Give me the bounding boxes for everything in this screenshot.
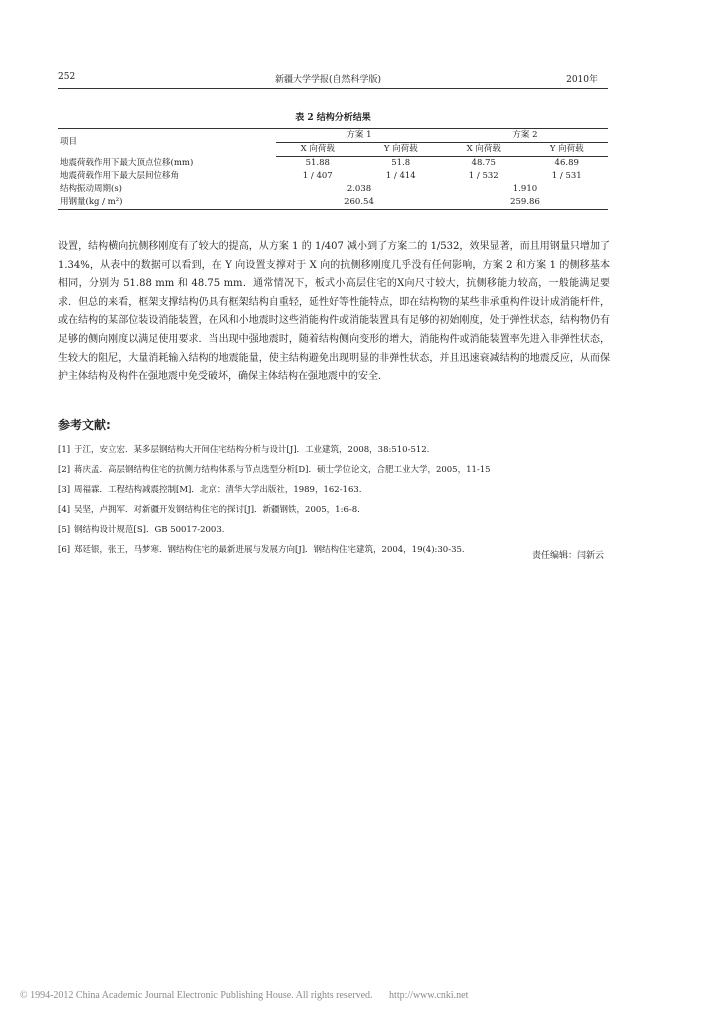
scheme2-header: 方案 2 <box>442 129 608 143</box>
reference-number: [4] <box>58 505 71 515</box>
body-paragraph: 设置，结构横向抗侧移刚度有了较大的提高，从方案 1 的 1/407 减小到了方案二的 1/532，效果显著，而且用钢量只增加了 1.34%，从表中的数据可以看到，在 Y 向设置支撑对于 X 向的抗侧移刚度几乎没有任何影响，方案 2 和方案 1 的侧移基本相同，分别为 51.88 mm 和 48.75 mm．通常情况下，板式小高层住宅的X向尺寸较大，抗侧移能力较高，一般能满足要求．但总的来看，框架支撑结构仍具有框架结构自重轻，延性好等性能特点，即在结构物的某些非承重构件设计成消能杆件，或在结构的某部位装设消能装置，在风和小地震时这些消能构件或消能装置具有足够的初始刚度，处于弹性状态，结构物仍有足够的侧向刚度以满足使用要求．当出现中强地震时，随着结构侧向变形的增大，消能构件或消能装置率先进入非弹性状态，生较大的阻尼，大量消耗输入结构的地震能量，使主结构避免出现明显的非弹性状态，并且迅速衰减结构的地震反应，从而保护主体结构及构件在强地震中免受破坏，确保主体结构在强地震中的安全． <box>58 241 610 383</box>
reference-item <box>58 460 610 480</box>
row-label: 地震荷载作用下最大层间位移角 <box>60 171 180 181</box>
page-header <box>58 72 598 88</box>
reference-item <box>58 480 610 500</box>
reference-item <box>58 500 610 520</box>
references-heading: 参考文献: <box>58 418 111 432</box>
header-divider <box>58 88 608 89</box>
table-cell: 1 / 407 <box>302 171 333 181</box>
table-cell: 51.88 <box>305 158 330 168</box>
reference-item <box>58 520 610 540</box>
table-cell: 1 / 532 <box>468 171 499 181</box>
reference-number: [6] <box>58 545 71 555</box>
table-caption: 表 2 结构分析结果 <box>295 113 371 123</box>
footer-link[interactable]: http://www.cnki.net <box>389 990 469 1001</box>
results-table <box>58 128 608 210</box>
publication-year: 2010年 <box>566 75 598 85</box>
reference-text: 周福霖．工程结构减震控制[M]．北京：清华大学出版社，1989，162-163. <box>74 485 362 495</box>
reference-list <box>58 440 610 560</box>
scheme1-x-load-header: X 向荷载 <box>276 143 359 157</box>
row-label: 用钢量(kg / m²) <box>58 196 276 210</box>
table-row <box>58 183 608 196</box>
reference-number: [3] <box>58 485 71 495</box>
reference-number: [2] <box>58 465 71 475</box>
reference-number: [1] <box>58 445 71 455</box>
table-cell: 259.86 <box>442 196 608 210</box>
table-cell: 1 / 531 <box>551 171 582 181</box>
responsible-editor: 责任编辑：闫新云 <box>531 551 604 561</box>
journal-title: 新疆大学学报(自然科学版) <box>274 75 382 85</box>
table-cell: 48.75 <box>471 158 496 168</box>
reference-item <box>58 440 610 460</box>
reference-text: 吴坚，卢拥军．对新疆开发钢结构住宅的探讨[J]．新疆钢铁，2005，1:6-8. <box>74 505 360 515</box>
row-label: 结构振动周期(s) <box>60 184 122 194</box>
table-row <box>58 170 608 183</box>
reference-text: 蒋庆孟．高层钢结构住宅的抗侧力结构体系与节点选型分析[D]．硕士学位论文，合肥工业大学，2005，11-15 <box>74 465 491 475</box>
scheme2-y-load-header: Y 向荷载 <box>525 143 608 157</box>
reference-text: 于江，安立宏．某多层钢结构大开间住宅结构分析与设计[J]．工业建筑，2008，38:510-512. <box>74 445 430 455</box>
page-number: 252 <box>58 72 76 82</box>
table-cell: 46.89 <box>554 158 579 168</box>
copyright-footer <box>20 990 468 1001</box>
copyright-text: © 1994-2012 China Academic Journal Electronic Publishing House. All rights reserved. <box>20 990 373 1001</box>
table-cell: 260.54 <box>276 196 442 210</box>
reference-item <box>58 540 610 560</box>
table-cell: 1.910 <box>512 184 538 194</box>
table-cell: 1 / 414 <box>385 171 416 181</box>
table-row <box>58 196 608 210</box>
reference-text: 郑廷银，张王，马梦寒．钢结构住宅的最新进展与发展方向[J]．钢结构住宅建筑，2004，19(4):30-35. <box>74 545 465 555</box>
scheme1-header: 方案 1 <box>276 129 442 143</box>
scheme2-x-load-header: X 向荷载 <box>442 143 525 157</box>
reference-number: [5] <box>58 525 71 535</box>
table-item-header: 项目 <box>58 129 276 157</box>
table-cell: 2.038 <box>346 184 372 194</box>
table-cell: 51.8 <box>391 158 411 168</box>
reference-text: 钢结构设计规范[S]．GB 50017-2003. <box>74 525 225 535</box>
scheme1-y-load-header: Y 向荷载 <box>359 143 442 157</box>
row-label: 地震荷载作用下最大顶点位移(mm) <box>60 157 194 168</box>
table-row <box>58 157 608 171</box>
